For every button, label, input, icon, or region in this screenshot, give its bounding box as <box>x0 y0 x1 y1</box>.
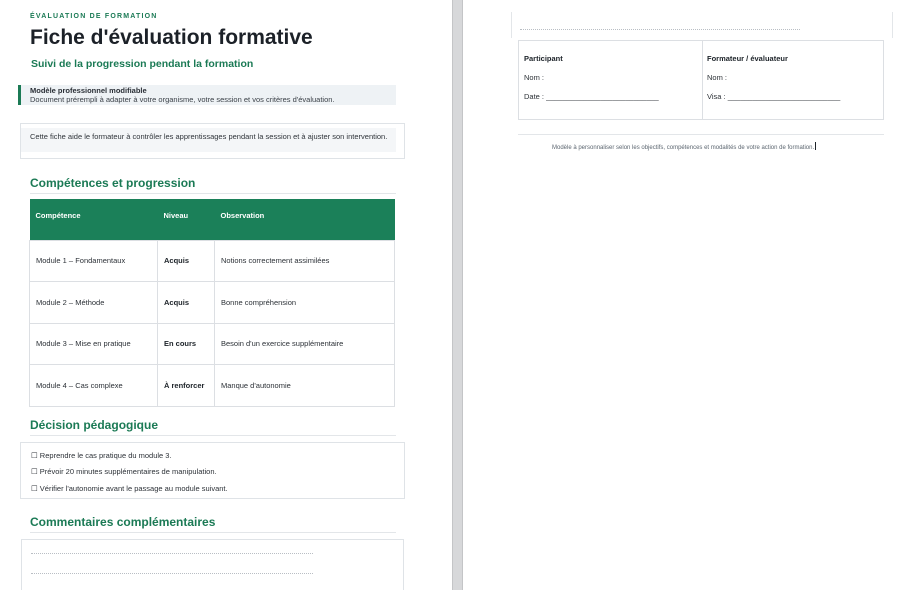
trainer-visa-field[interactable]: Visa : ___________________________ <box>707 92 841 101</box>
comment-box-edge <box>511 12 512 38</box>
trainer-name-field[interactable]: Nom : <box>707 73 728 82</box>
cell-competence: Module 4 – Cas complexe <box>30 365 158 407</box>
page-subtitle: Suivi de la progression pendant la formation <box>31 58 254 70</box>
cell-niveau: Acquis <box>158 240 215 282</box>
decision-checkbox-item[interactable]: ☐ Vérifier l'autonomie avant le passage au module suivant. <box>31 484 228 493</box>
page-2 <box>463 0 903 590</box>
participant-title: Participant <box>524 54 563 63</box>
decision-box <box>20 442 405 499</box>
competences-table <box>29 199 395 407</box>
comment-dotted-line <box>520 29 800 30</box>
cell-observation: Manque d'autonomie <box>215 365 395 407</box>
comments-field[interactable] <box>21 539 404 590</box>
intro-background <box>21 128 396 152</box>
footer-note[interactable] <box>552 142 816 151</box>
column-header-niveau: Niveau <box>158 199 215 240</box>
section-title-decision: Décision pédagogique <box>30 418 159 432</box>
table-row <box>30 323 395 365</box>
callout-title: Modèle professionnel modifiable <box>30 86 147 95</box>
signature-box <box>518 40 884 120</box>
section-divider <box>30 532 396 533</box>
cell-niveau: À renforcer <box>158 365 215 407</box>
decision-checkbox-item[interactable]: ☐ Prévoir 20 minutes supplémentaires de manipulation. <box>31 467 217 476</box>
cell-observation: Besoin d'un exercice supplémentaire <box>215 323 395 365</box>
intro-text: Cette fiche aide le formateur à contrôler les apprentissages pendant la session et à ajuster son intervention. <box>30 132 388 141</box>
table-header-row <box>30 199 395 240</box>
page-gutter <box>452 0 463 590</box>
section-title-competences: Compétences et progression <box>30 176 196 190</box>
trainer-title: Formateur / évaluateur <box>707 54 788 63</box>
section-divider <box>30 193 396 194</box>
table-row <box>30 240 395 282</box>
eyebrow-label: ÉVALUATION DE FORMATION <box>30 13 158 20</box>
cell-observation: Notions correctement assimilées <box>215 240 395 282</box>
cell-niveau: En cours <box>158 323 215 365</box>
table-row <box>30 365 395 407</box>
cell-observation: Bonne compréhension <box>215 282 395 324</box>
comment-dotted-line <box>31 553 313 554</box>
cell-niveau: Acquis <box>158 282 215 324</box>
section-title-comments: Commentaires complémentaires <box>30 515 216 529</box>
table-row <box>30 282 395 324</box>
page-title: Fiche d'évaluation formative <box>30 26 313 49</box>
decision-checkbox-item[interactable]: ☐ Reprendre le cas pratique du module 3. <box>31 451 172 460</box>
comment-box-edge <box>892 12 893 38</box>
participant-date-field[interactable]: Date : ___________________________ <box>524 92 659 101</box>
footer-note-text: Modèle à personnaliser selon les objectifs, compétences et modalités de votre action de formation. <box>552 145 815 151</box>
section-divider <box>30 435 396 436</box>
text-cursor <box>815 142 816 150</box>
cell-competence: Module 1 – Fondamentaux <box>30 240 158 282</box>
participant-name-field[interactable]: Nom : <box>524 73 545 82</box>
column-header-competence: Compétence <box>30 199 158 240</box>
column-header-observation: Observation <box>215 199 395 240</box>
cell-competence: Module 3 – Mise en pratique <box>30 323 158 365</box>
cell-competence: Module 2 – Méthode <box>30 282 158 324</box>
callout-text: Document prérempli à adapter à votre organisme, votre session et vos critères d'évaluation. <box>30 95 335 104</box>
intro-box <box>20 123 405 159</box>
template-callout <box>18 85 396 105</box>
footer-divider <box>518 134 884 135</box>
comment-dotted-line <box>31 573 313 574</box>
signature-divider <box>702 41 703 119</box>
